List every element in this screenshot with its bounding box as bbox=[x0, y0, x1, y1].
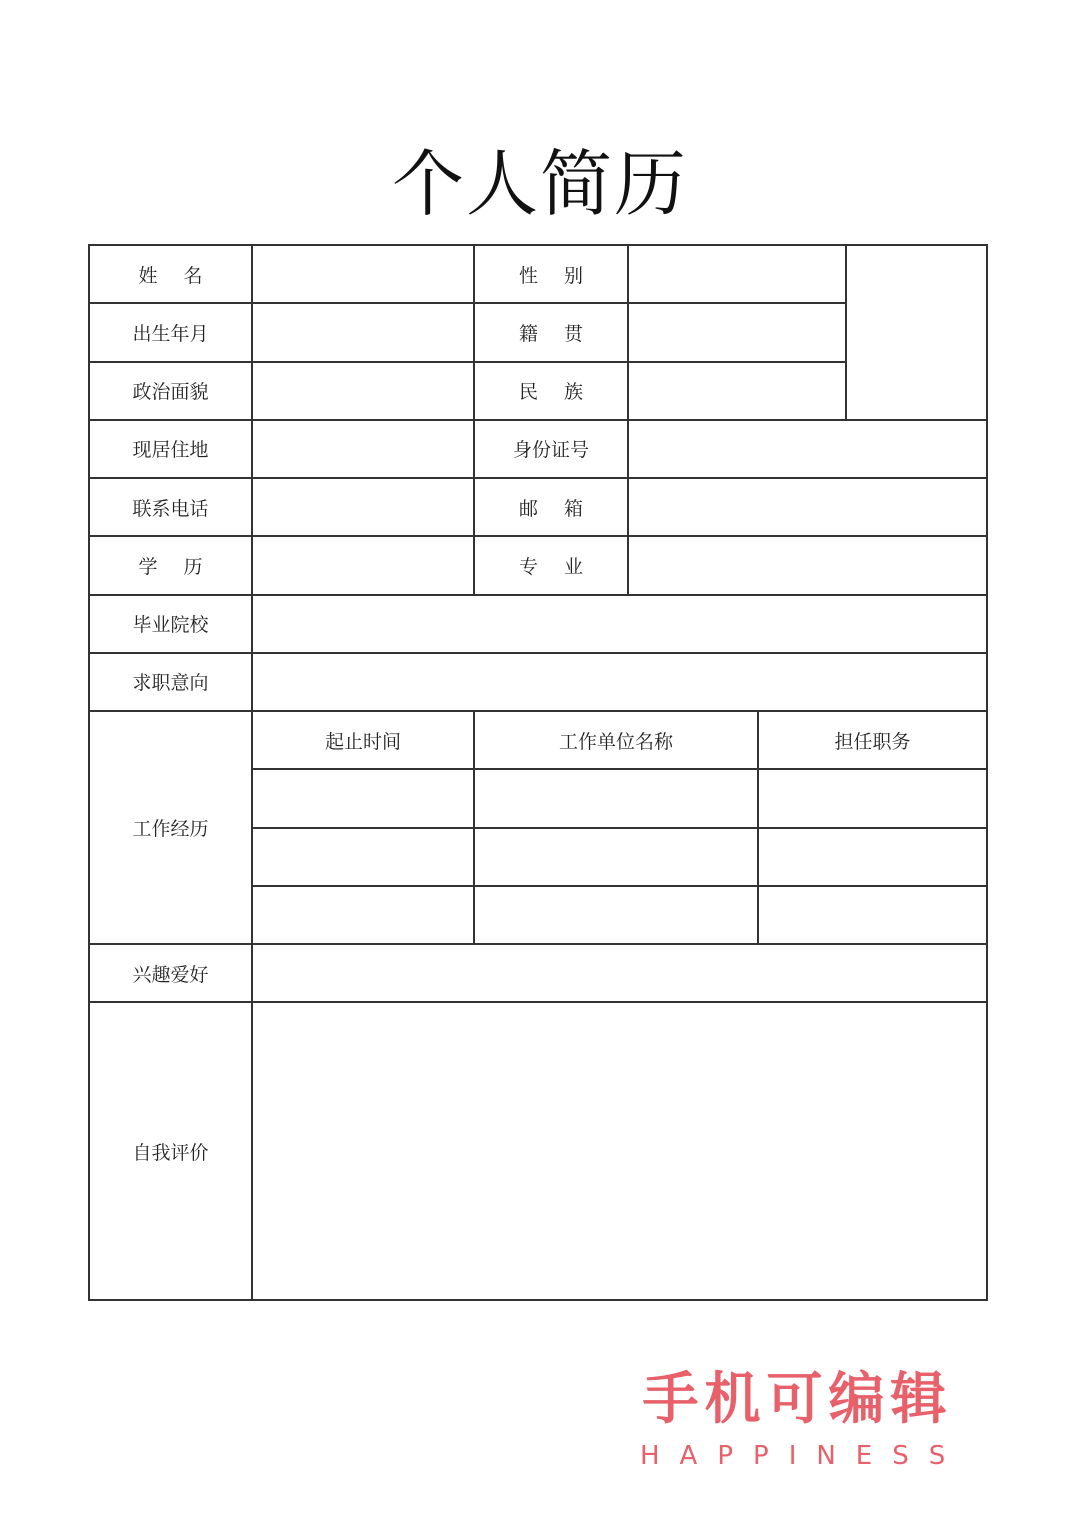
major-field[interactable] bbox=[628, 536, 987, 594]
work-experience-label: 工作经历 bbox=[89, 711, 252, 944]
work-position-cell[interactable] bbox=[758, 886, 987, 944]
hobbies-label: 兴趣爱好 bbox=[89, 944, 252, 1002]
political-status-field[interactable] bbox=[252, 362, 474, 420]
work-position-cell[interactable] bbox=[758, 828, 987, 886]
work-company-cell[interactable] bbox=[474, 828, 758, 886]
education-label: 学历 bbox=[89, 536, 252, 594]
photo-box[interactable] bbox=[846, 245, 987, 420]
self-evaluation-label: 自我评价 bbox=[89, 1002, 252, 1300]
native-place-label: 籍贯 bbox=[474, 303, 628, 361]
native-place-field[interactable] bbox=[628, 303, 846, 361]
work-period-cell[interactable] bbox=[252, 769, 474, 827]
ethnicity-field[interactable] bbox=[628, 362, 846, 420]
work-company-cell[interactable] bbox=[474, 769, 758, 827]
hobbies-field[interactable] bbox=[252, 944, 987, 1002]
job-intention-field[interactable] bbox=[252, 653, 987, 711]
school-label: 毕业院校 bbox=[89, 595, 252, 653]
watermark-text: 手机可编辑 bbox=[642, 1367, 953, 1432]
birth-field[interactable] bbox=[252, 303, 474, 361]
watermark-subtext: HAPPINESS bbox=[640, 1441, 966, 1471]
ethnicity-label: 民族 bbox=[474, 362, 628, 420]
gender-label: 性别 bbox=[474, 245, 628, 303]
political-status-label: 政治面貌 bbox=[89, 362, 252, 420]
job-intention-label: 求职意向 bbox=[89, 653, 252, 711]
email-label: 邮箱 bbox=[474, 478, 628, 536]
id-number-label: 身份证号 bbox=[474, 420, 628, 478]
work-position-cell[interactable] bbox=[758, 769, 987, 827]
work-header-position: 担任职务 bbox=[758, 711, 987, 769]
name-field[interactable] bbox=[252, 245, 474, 303]
work-header-period: 起止时间 bbox=[252, 711, 474, 769]
email-field[interactable] bbox=[628, 478, 987, 536]
work-period-cell[interactable] bbox=[252, 828, 474, 886]
major-label: 专业 bbox=[474, 536, 628, 594]
gender-field[interactable] bbox=[628, 245, 846, 303]
birth-label: 出生年月 bbox=[89, 303, 252, 361]
name-label: 姓名 bbox=[89, 245, 252, 303]
phone-field[interactable] bbox=[252, 478, 474, 536]
school-field[interactable] bbox=[252, 595, 987, 653]
residence-field[interactable] bbox=[252, 420, 474, 478]
work-period-cell[interactable] bbox=[252, 886, 474, 944]
page-title: 个人简历 bbox=[391, 142, 688, 226]
work-header-company: 工作单位名称 bbox=[474, 711, 758, 769]
education-field[interactable] bbox=[252, 536, 474, 594]
self-evaluation-field[interactable] bbox=[252, 1002, 987, 1300]
phone-label: 联系电话 bbox=[89, 478, 252, 536]
resume-table bbox=[88, 244, 988, 1301]
residence-label: 现居住地 bbox=[89, 420, 252, 478]
id-number-field[interactable] bbox=[628, 420, 987, 478]
work-company-cell[interactable] bbox=[474, 886, 758, 944]
